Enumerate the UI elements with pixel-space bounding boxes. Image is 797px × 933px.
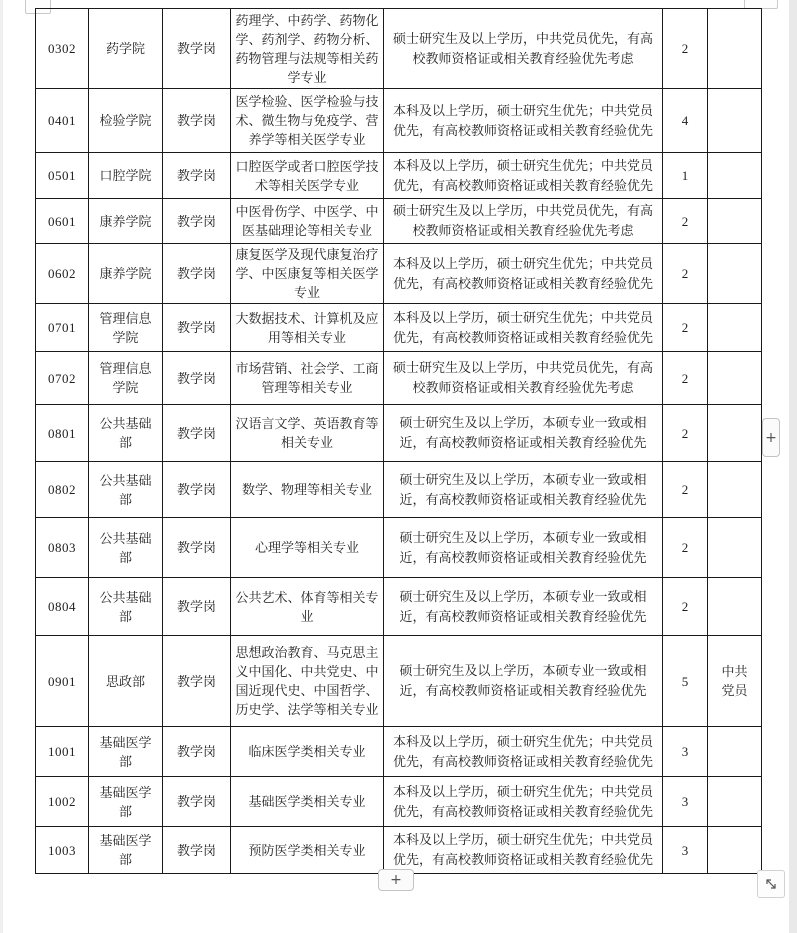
cell-position-code[interactable]: 0801 <box>36 405 89 462</box>
cell-note[interactable] <box>708 9 762 89</box>
add-row-button[interactable] <box>378 869 414 891</box>
cell-position-code[interactable]: 0602 <box>36 244 89 304</box>
table-row <box>36 153 762 199</box>
cell-department[interactable]: 公共基础部 <box>89 518 163 578</box>
cell-department[interactable]: 康养学院 <box>89 244 163 304</box>
cell-note[interactable] <box>708 352 762 405</box>
cell-note[interactable] <box>708 405 762 462</box>
cell-qualification[interactable]: 本科及以上学历，硕士研究生优先；中共党员优先，有高校教师资格证或相关教育经验优先 <box>384 244 663 304</box>
cell-qualification[interactable]: 硕士研究生及以上学历，本硕专业一致或相近，有高校教师资格证或相关教育经验优先 <box>384 518 663 578</box>
cell-major-requirement[interactable]: 大数据技术、计算机及应用等相关专业 <box>231 304 384 352</box>
cell-note[interactable] <box>708 244 762 304</box>
cell-department[interactable]: 管理信息学院 <box>89 304 163 352</box>
cell-qualification[interactable]: 本科及以上学历，硕士研究生优先；中共党员优先，有高校教师资格证或相关教育经验优先 <box>384 153 663 199</box>
cell-qualification[interactable]: 本科及以上学历，硕士研究生优先；中共党员优先，有高校教师资格证或相关教育经验优先 <box>384 777 663 827</box>
cell-headcount[interactable]: 2 <box>663 405 708 462</box>
cell-position-code[interactable]: 0901 <box>36 636 89 727</box>
table-body <box>36 9 762 874</box>
diagonal-resize-icon <box>764 877 778 891</box>
cell-post-type[interactable]: 教学岗 <box>163 578 231 636</box>
cell-post-type[interactable]: 教学岗 <box>163 244 231 304</box>
cell-major-requirement[interactable]: 口腔医学或者口腔医学技术等相关医学专业 <box>231 153 384 199</box>
cell-post-type[interactable]: 教学岗 <box>163 153 231 199</box>
cell-qualification[interactable]: 硕士研究生及以上学历，本硕专业一致或相近，有高校教师资格证或相关教育经验优先 <box>384 462 663 518</box>
cell-department[interactable]: 口腔学院 <box>89 153 163 199</box>
cell-qualification[interactable]: 硕士研究生及以上学历，中共党员优先，有高校教师资格证或相关教育经验优先考虑 <box>384 199 663 244</box>
cell-qualification[interactable]: 本科及以上学历，硕士研究生优先；中共党员优先，有高校教师资格证或相关教育经验优先 <box>384 827 663 874</box>
cell-department[interactable]: 康养学院 <box>89 199 163 244</box>
recruitment-table <box>35 8 762 874</box>
cell-major-requirement[interactable]: 市场营销、社会学、工商管理等相关专业 <box>231 352 384 405</box>
cell-headcount[interactable]: 4 <box>663 89 708 153</box>
cell-major-requirement[interactable]: 预防医学类相关专业 <box>231 827 384 874</box>
cell-position-code[interactable]: 1003 <box>36 827 89 874</box>
page-right-edge <box>789 0 797 933</box>
cell-department[interactable]: 基础医学部 <box>89 777 163 827</box>
table-row <box>36 405 762 462</box>
cell-department[interactable]: 药学院 <box>89 9 163 89</box>
cell-position-code[interactable]: 0804 <box>36 578 89 636</box>
cell-post-type[interactable]: 教学岗 <box>163 352 231 405</box>
cell-post-type[interactable]: 教学岗 <box>163 462 231 518</box>
cell-qualification[interactable]: 本科及以上学历，硕士研究生优先；中共党员优先，有高校教师资格证或相关教育经验优先 <box>384 89 663 153</box>
cell-headcount[interactable]: 2 <box>663 462 708 518</box>
cell-post-type[interactable]: 教学岗 <box>163 199 231 244</box>
cell-post-type[interactable]: 教学岗 <box>163 518 231 578</box>
cell-position-code[interactable]: 0803 <box>36 518 89 578</box>
table-row <box>36 199 762 244</box>
table-row <box>36 304 762 352</box>
cell-position-code[interactable]: 0601 <box>36 199 89 244</box>
cell-position-code[interactable]: 0302 <box>36 9 89 89</box>
cell-qualification[interactable]: 硕士研究生及以上学历，本硕专业一致或相近，有高校教师资格证或相关教育经验优先 <box>384 636 663 727</box>
cell-position-code[interactable]: 0701 <box>36 304 89 352</box>
table-row <box>36 578 762 636</box>
cell-post-type[interactable]: 教学岗 <box>163 304 231 352</box>
cell-major-requirement[interactable]: 中医骨伤学、中医学、中医基础理论等相关专业 <box>231 199 384 244</box>
table-row <box>36 9 762 89</box>
table-row <box>36 777 762 827</box>
cell-post-type[interactable]: 教学岗 <box>163 405 231 462</box>
cell-department[interactable]: 公共基础部 <box>89 405 163 462</box>
cell-note[interactable] <box>708 89 762 153</box>
cell-position-code[interactable]: 0702 <box>36 352 89 405</box>
cell-major-requirement[interactable]: 康复医学及现代康复治疗学、中医康复等相关医学专业 <box>231 244 384 304</box>
cell-note[interactable] <box>708 199 762 244</box>
cell-major-requirement[interactable]: 汉语言文学、英语教育等相关专业 <box>231 405 384 462</box>
cell-headcount[interactable]: 3 <box>663 777 708 827</box>
cell-note[interactable] <box>708 578 762 636</box>
table-row <box>36 827 762 874</box>
cell-position-code[interactable]: 0802 <box>36 462 89 518</box>
cell-note[interactable] <box>708 518 762 578</box>
table-row <box>36 352 762 405</box>
cell-note[interactable] <box>708 777 762 827</box>
cell-headcount[interactable]: 2 <box>663 304 708 352</box>
cell-note[interactable] <box>708 304 762 352</box>
cell-qualification[interactable]: 硕士研究生及以上学历，本硕专业一致或相近，有高校教师资格证或相关教育经验优先 <box>384 578 663 636</box>
cell-headcount[interactable]: 3 <box>663 727 708 777</box>
cell-headcount[interactable]: 2 <box>663 578 708 636</box>
cell-qualification[interactable]: 本科及以上学历，硕士研究生优先；中共党员优先，有高校教师资格证或相关教育经验优先 <box>384 727 663 777</box>
cell-position-code[interactable]: 1001 <box>36 727 89 777</box>
cell-department[interactable]: 公共基础部 <box>89 462 163 518</box>
cell-major-requirement[interactable]: 心理学等相关专业 <box>231 518 384 578</box>
cell-headcount[interactable]: 2 <box>663 9 708 89</box>
cell-position-code[interactable]: 0501 <box>36 153 89 199</box>
cell-major-requirement[interactable]: 药理学、中药学、药物化学、药剂学、药物分析、药物管理与法规等相关药学专业 <box>231 9 384 89</box>
add-column-button[interactable] <box>762 418 780 457</box>
cell-qualification[interactable]: 硕士研究生及以上学历，中共党员优先，有高校教师资格证或相关教育经验优先考虑 <box>384 9 663 89</box>
cell-note[interactable] <box>708 827 762 874</box>
cell-major-requirement[interactable]: 数学、物理等相关专业 <box>231 462 384 518</box>
cell-headcount[interactable]: 3 <box>663 827 708 874</box>
plus-icon: + <box>765 429 777 446</box>
cell-post-type[interactable]: 教学岗 <box>163 636 231 727</box>
cell-note[interactable] <box>708 462 762 518</box>
cell-qualification[interactable]: 本科及以上学历，硕士研究生优先；中共党员优先，有高校教师资格证或相关教育经验优先 <box>384 304 663 352</box>
cell-post-type[interactable]: 教学岗 <box>163 9 231 89</box>
table-row <box>36 89 762 153</box>
table-row <box>36 462 762 518</box>
cell-post-type[interactable]: 教学岗 <box>163 827 231 874</box>
cell-headcount[interactable]: 2 <box>663 518 708 578</box>
cell-major-requirement[interactable]: 临床医学类相关专业 <box>231 727 384 777</box>
cell-position-code[interactable]: 0401 <box>36 89 89 153</box>
cell-major-requirement[interactable]: 基础医学类相关专业 <box>231 777 384 827</box>
cell-headcount[interactable]: 2 <box>663 244 708 304</box>
cell-note[interactable] <box>708 153 762 199</box>
cell-post-type[interactable]: 教学岗 <box>163 727 231 777</box>
cell-department[interactable]: 检验学院 <box>89 89 163 153</box>
table-row <box>36 244 762 304</box>
cell-major-requirement[interactable]: 思想政治教育、马克思主义中国化、中共党史、中国近现代史、中国哲学、历史学、法学等相关专业 <box>231 636 384 727</box>
cell-note[interactable] <box>708 727 762 777</box>
table-row <box>36 727 762 777</box>
table-row <box>36 636 762 727</box>
table-row <box>36 518 762 578</box>
cell-major-requirement[interactable]: 医学检验、医学检验与技术、微生物与免疫学、营养学等相关医学专业 <box>231 89 384 153</box>
cell-headcount[interactable]: 2 <box>663 199 708 244</box>
cell-major-requirement[interactable]: 公共艺术、体育等相关专业 <box>231 578 384 636</box>
cell-department[interactable]: 管理信息学院 <box>89 352 163 405</box>
cell-department[interactable]: 基础医学部 <box>89 727 163 777</box>
page-left-edge <box>0 0 3 933</box>
cell-qualification[interactable]: 硕士研究生及以上学历，本硕专业一致或相近，有高校教师资格证或相关教育经验优先 <box>384 405 663 462</box>
cell-headcount[interactable]: 1 <box>663 153 708 199</box>
cell-post-type[interactable]: 教学岗 <box>163 777 231 827</box>
plus-icon: + <box>390 872 402 888</box>
cell-headcount[interactable]: 2 <box>663 352 708 405</box>
cell-position-code[interactable]: 1002 <box>36 777 89 827</box>
cell-department[interactable]: 基础医学部 <box>89 827 163 874</box>
cell-headcount[interactable]: 5 <box>663 636 708 727</box>
cell-qualification[interactable]: 硕士研究生及以上学历，中共党员优先，有高校教师资格证或相关教育经验优先考虑 <box>384 352 663 405</box>
table-resize-button[interactable] <box>757 870 785 898</box>
cell-post-type[interactable]: 教学岗 <box>163 89 231 153</box>
cell-department[interactable]: 公共基础部 <box>89 578 163 636</box>
cell-department[interactable]: 思政部 <box>89 636 163 727</box>
cell-note[interactable]: 中共党员 <box>708 636 762 727</box>
